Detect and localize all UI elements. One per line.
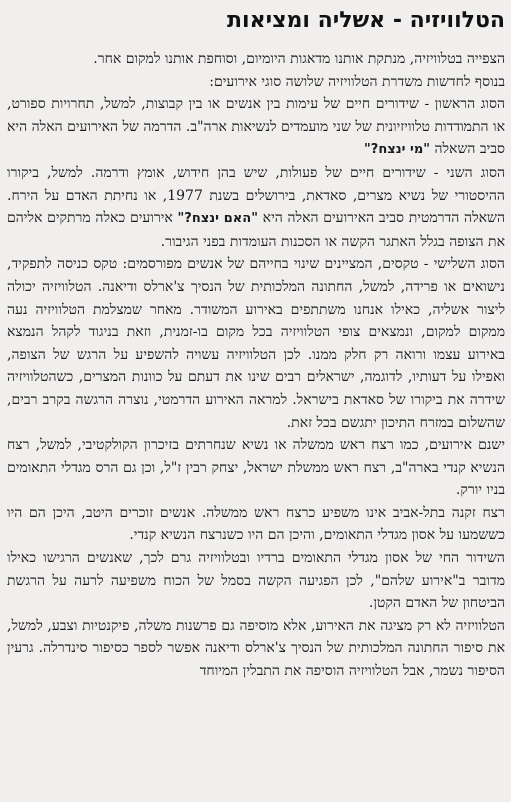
type-one-text: הסוג הראשון - שידורים חיים של עימות בין אנשים או בין קבוצות, למשל, תחרויות ספורט, או התמודדות טלוויזיונית של שני מועמדים לנשיאות ארה"ב. הדרמה של האירועים האלה היא סביב השאלה [7,96,505,158]
paragraph-collective-memory: ישנם אירועים, כמו רצח ראש ממשלה או נשיא שנחרתים בזיכרון הקולקטיבי, למשל, רצח הנשיא קנדי בארה"ב, רצח ראש ממשלת ישראל, יצחק רבין ז"ל, וכן גם הרס מגדלי התאומים בניו יורק. [7,437,505,499]
paragraph-live-broadcast: השידור החי של אסון מגדלי התאומים ברדיו ובטלוויזיה גרם לכך, שאנשים הרגישו כאילו מדובר ב"אירוע שלהם", לכן הפגיעה הקשה בסמל של הכוח משפיעה לרעה על הרגשת הביטחון של האדם הקטן. [7,550,505,612]
article-title: הטלוויזיה - אשליה ומציאות [227,8,505,33]
paragraph-memory-impact: רצח זקנה בתל-אביב אינו משפיע כרצח ראש ממשלה. אנשים זוכרים היטב, היכן הם היו כששמעו על אסון מגדלי התאומים, והיכן הם היו כשנרצח הנשיא קנדי. [7,504,505,544]
type-one-question: "מי ינצח?" [364,142,430,158]
paragraph-interpretation: הטלוויזיה לא רק מציגה את האירוע, אלא מוסיפה גם פרשנות משלה, פיקנטיות וצבע, למשל, את סיפור החתונה המלכותית של הנסיך צ'ארלס ודיאנה אפשר לספר כסיפור סינדרלה. גרעין הסיפור נשמר, אבל הטלוויזיה הוסיפה את התבלין המיוחד [7,617,505,680]
type-two-text: הסוג השני - שידורים חיים של פעולות, שיש בהן חידוש, אומץ ודרמה. למשל, ביקורו ההיסטורי של נשיא מצרים, סאדאת, בירושלים בשנת 1977, או נחיתת האדם על הירח. השאלה הדרמטית סביב האירועים האלה היא [7,164,505,227]
paragraph-intro: הצפייה בטלוויזיה, מנתקת אותנו מדאגות היומיום, וסוחפת אותנו למקום אחר. [93,51,505,67]
paragraph-type-two [7,162,505,253]
type-two-question: "האם ינצח?" [177,211,258,227]
paragraph-type-one [7,93,505,162]
paragraph-type-three: הסוג השלישי - טקסים, המציינים שינוי בחייהם של אנשים מפורסמים: טקס כניסה לתפקיד, נישואים או פרידה, למשל, החתונה המלכותית של הנסיך צ'ארלס ודיאנה. הטלוויזיה יכולה ליצור אשליה, כאילו אנחנו משתתפים באירוע המשודר. מאחר שמצלמת הטלוויזיה נעה ממקום למקום, ונמצאים צופי הטלוויזיה בכל מקום בו-זמנית, וזאת בניגוד לקהל הנמצא באירוע עצמו ורואה רק חלק ממנו. לכן הטלוויזיה עשויה להשפיע על הרגש של הצופה, ואפילו על דעותיו, לדוגמה, ישראלים רבים שינו את דעתם על כוונות המצרים, כשהטלוויזיה שידרה את ביקורו של סאדאת בישראל. למראה האירוע הדרמטי, נוצרה הרגשה בקרב רבים, שהשלום במזרח התיכון יתגשם בכל זאת. [7,256,505,431]
paragraph-event-types: בנוסף לחדשות משדרת הטלוויזיה שלושה סוגי אירועים: [209,73,505,90]
type-two-text-end: אירועים כאלה מרתקים אליהם את הצופה בגלל האתגר הקשה או הסכנות העומדות בפני הגיבור. [7,210,505,250]
